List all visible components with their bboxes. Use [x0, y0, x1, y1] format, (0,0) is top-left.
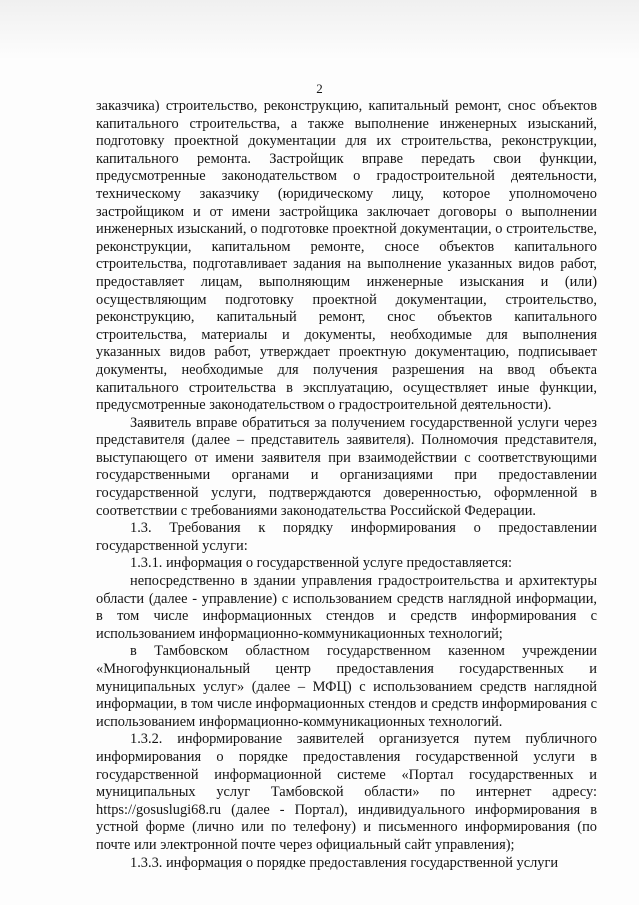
paragraph-section-1-3: 1.3. Требования к порядку информирования о предоставлении государственной услуги:	[96, 520, 597, 554]
paragraph-mfc: в Тамбовском областном государственном казенном учреждении «Многофункциональный центр предоставления государственных и муниципальных услуг» (далее – МФЦ) с использованием средств наглядной информации, в том числе информационных стендов и средств информирования с использованием информационно-коммуникационных технологий.	[96, 643, 597, 730]
paragraph-directly-in-building: непосредственно в здании управления градостроительства и архитектуры области (далее - управление) с использованием средств наглядной информации, в том числе информационных стендов и средств информирования с использованием информационно-коммуникационных технологий;	[96, 573, 597, 642]
paragraph-1-3-2: 1.3.2. информирование заявителей организуется путем публичного информирования о порядке предоставления государственной услуги в государственной информационной системе «Портал государственных и муниципальных услуг Тамбовской области» по интернет адресу: https://gosuslugi68.ru (далее - Портал), индивидуального информирования в устной форме (лично или по телефону) и письменного информирования (по почте или электронной почте через официальный сайт управления);	[96, 731, 597, 853]
paragraph-representative: Заявитель вправе обратиться за получением государственной услуги через представителя (далее – представитель заявителя). Полномочия представителя, выступающего от имени заявителя при взаимодействии с соответствующими государственными органами и организациями при предоставлении государственной услуги, подтверждаются доверенностью, оформленной в соответствии с требованиями законодательства Российской Федерации.	[96, 414, 597, 519]
paragraph-1-3-1: 1.3.1. информация о государственной услуге предоставляется:	[130, 555, 512, 572]
paragraph-1-3-3: 1.3.3. информация о порядке предоставления государственной услуги	[130, 854, 559, 871]
page-number: 2	[316, 81, 323, 96]
document-body	[96, 98, 597, 872]
paragraph-customer-functions: заказчика) строительство, реконструкцию, капитальный ремонт, снос объектов капитального строительства, а также выполнение инженерных изысканий, подготовку проектной документации для их строительства, реконструкции, капитального ремонта. Застройщик вправе передать свои функции, предусмотренные законодательством о градостроительной деятельности, техническому заказчику (юридическому лицу, которое уполномочено застройщиком и от имени застройщика заключает договоры о выполнении инженерных изысканий, о подготовке проектной документации, о строительстве, реконструкции, капитальном ремонте, сносе объектов капитального строительства, подготавливает задания на выполнение указанных видов работ, предоставляет лицам, выполняющим инженерные изыскания и (или) осуществляющим подготовку проектной документации, строительство, реконструкцию, капитальный ремонт, снос объектов капитального строительства, материалы и документы, необходимые для выполнения указанных видов работ, утверждает проектную документацию, подписывает документы, необходимые для получения разрешения на ввод объекта капитального строительства в эксплуатацию, осуществляет иные функции, предусмотренные законодательством о градостроительной деятельности).	[96, 98, 597, 414]
